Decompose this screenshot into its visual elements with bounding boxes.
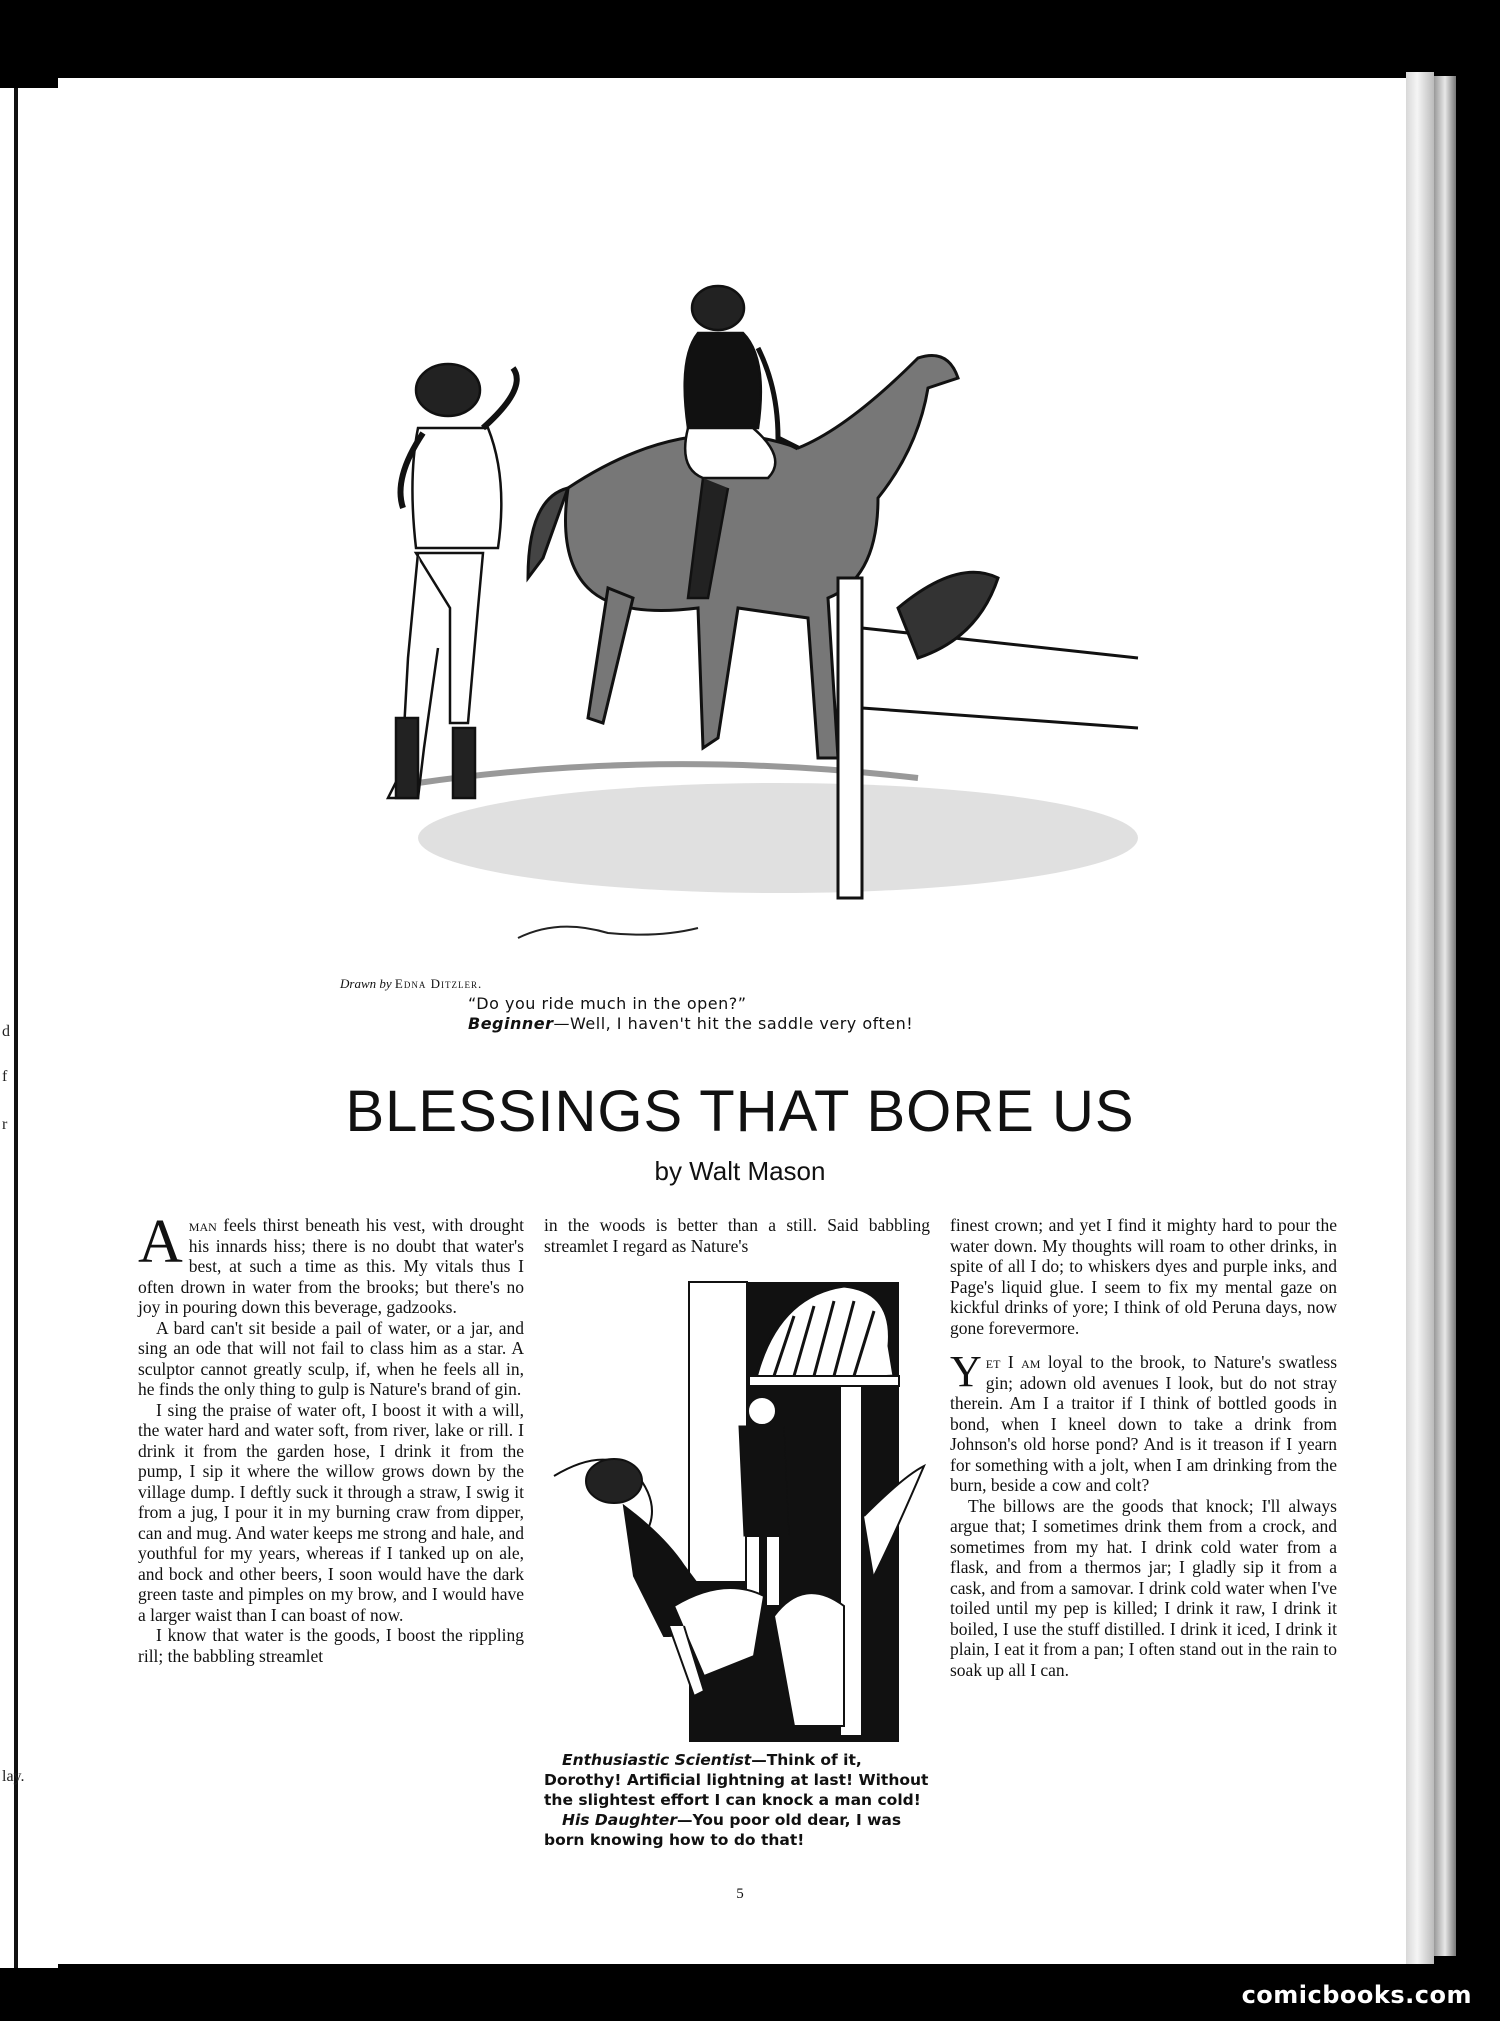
horse-riders-illustration bbox=[358, 278, 1158, 958]
article-title: BLESSINGS THAT BORE US bbox=[345, 1079, 1135, 1144]
caption-scientist: Enthusiastic Scientist—Think of it, Dorothy! Artificial lightning at last! Without the slightest effort I can knock a man cold! bbox=[544, 1751, 929, 1809]
margin-fragment: d bbox=[2, 1023, 10, 1040]
gutter-line bbox=[14, 88, 18, 1968]
drop-cap: A bbox=[138, 1208, 183, 1276]
paragraph: I sing the praise of water oft, I boost it with a will, the water hard and water soft, from river, lake or rill. I drink it from the garden hose, I drink it from the pump, I sip it where the willow grows down by the village dump. I deftly suck it through a straw, I swig it from a jug, I pour it in my burning craw from dipper, can and mug. And water keeps me strong and hale, and youthful for my years, whereas if I tanked up on ale, and bock and other beers, I soon would have the dark green taste and pimples on my brow, and I would have a larger waist than I can boast of now. bbox=[138, 1399, 524, 1625]
paragraph: Yet I am loyal to the brook, to Nature's swatless gin; adown old avenues I look, but do not stray therein. Am I a traitor if I think of bottled goods in bond, when I kneel down to take a drink from Johnson's old horse pond? And is it treason if I yearn for something with a jolt, when I am drinking from the burn, beside a cow and colt? bbox=[950, 1347, 1338, 1495]
margin-fragment: lay. bbox=[2, 1768, 25, 1785]
caption-daughter: His Daughter—You poor old dear, I was born knowing how to do that! bbox=[544, 1811, 902, 1849]
paragraph: finest crown; and yet I find it mighty hard to pour the water down. My thoughts will roam to other drinks, in spite of all I do; to whiskers dyes and purple inks, and Page's liquid glue. I seem to fix my mental gaze on kickful drinks of yore; I think of old Peruna days, now gone forevermore. bbox=[950, 1215, 1337, 1338]
standing-woman bbox=[388, 364, 517, 798]
paragraph: Aman feels thirst beneath his vest, with drought his innards hiss; there is no doubt that water's best, at such a time as this. My vitals thus I often drown in water from the brooks; but there's no joy in pouring down this beverage, gadzooks. bbox=[138, 1208, 524, 1317]
paragraph: I know that water is the goods, I boost the rippling rill; the babbling streamlet bbox=[138, 1625, 524, 1666]
page-stack-edge bbox=[1406, 72, 1434, 1964]
text-column-3 bbox=[950, 1215, 1337, 1680]
scientist-daughter-illustration bbox=[544, 1276, 930, 1746]
paragraph: The billows are the goods that knock; I'll always argue that; I sometimes drink them from a crock, and sometimes from my hat. I drink cold water from a flask, and from a thermos jar; I gladly sip it from a cask, and from a samovar. I drink cold water when I've toiled until my pep is killed; I drink it raw, I drink it boiled, I use the stuff distilled. I drink it iced, I drink it plain, I eat it from a pan; I often stand out in the rain to soak up all I can. bbox=[950, 1495, 1337, 1680]
margin-fragment: f bbox=[2, 1068, 8, 1085]
watermark: comicbooks.com bbox=[1241, 1981, 1472, 2009]
artist-signature bbox=[518, 927, 698, 938]
paragraph: in the woods is better than a still. Said babbling streamlet I regard as Nature's bbox=[544, 1215, 930, 1256]
caption-question: “Do you ride much in the open?” bbox=[468, 994, 747, 1013]
middle-caption bbox=[544, 1750, 930, 1850]
magazine-page bbox=[58, 78, 1406, 1964]
text-column-1 bbox=[138, 1208, 524, 1666]
top-caption bbox=[340, 974, 1140, 1034]
margin-fragment: r bbox=[2, 1116, 8, 1133]
text-column-2 bbox=[544, 1215, 930, 1256]
previous-page-edge bbox=[0, 88, 58, 1968]
caption-answer: Beginner—Well, I haven't hit the saddle very often! bbox=[468, 1014, 914, 1033]
page-number: 5 bbox=[736, 1886, 744, 1902]
illustration-credit: Drawn by Edna Ditzler. bbox=[340, 976, 483, 991]
page-stack-edge bbox=[1434, 76, 1456, 1956]
drop-cap: Y bbox=[950, 1347, 982, 1396]
paragraph: A bard can't sit beside a pail of water, or a jar, and sing an ode that will not fail to class him as a star. A sculptor cannot greatly sculp, if, when he feels all in, he finds the only thing to gulp is Nature's brand of gin. bbox=[138, 1317, 524, 1399]
byline: by Walt Mason bbox=[654, 1156, 826, 1186]
